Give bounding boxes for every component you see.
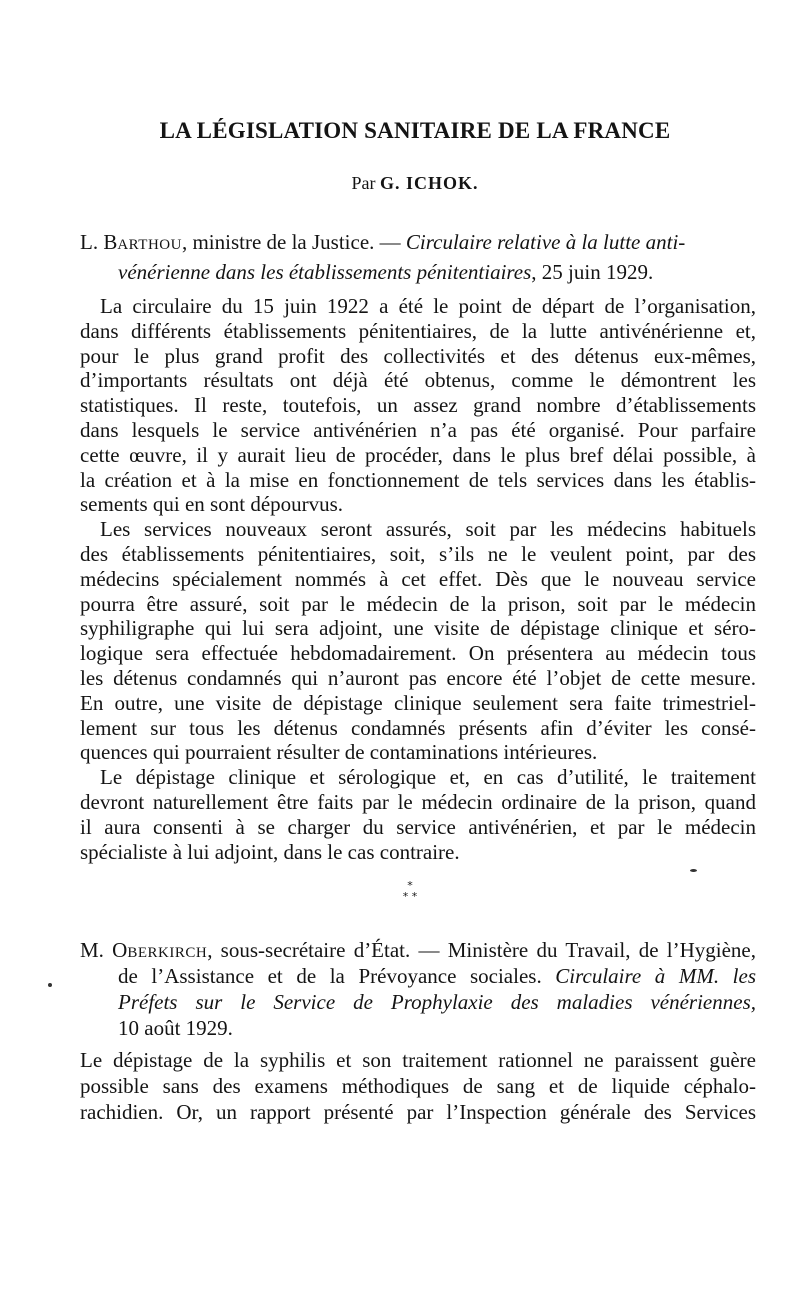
body-line: lement sur tous les détenus condamnés présents afin d’éviter les consé- bbox=[80, 715, 756, 740]
body-line: logique sera effectuée hebdomadairement. On présentera au médecin tous bbox=[80, 641, 756, 666]
separator-star-top: * bbox=[407, 879, 413, 892]
section-separator bbox=[0, 880, 800, 902]
section2-initial: M. O bbox=[80, 938, 128, 962]
body-line: dans lesquels le service antivénérien n’a pas été organisé. Pour parfaire bbox=[80, 418, 756, 442]
body-line: possible sans des examens méthodiques de sang et de liquide céphalo- bbox=[80, 1074, 756, 1098]
body-line: En outre, une visite de dépistage clinique seulement sera faite trimestriel- bbox=[80, 690, 756, 715]
section2-date: 10 août 1929. bbox=[118, 1016, 233, 1040]
body-line: dans différents établissements pénitentiaires, de la lutte antivénérienne et, bbox=[80, 318, 756, 343]
section1-name: ARTHOU bbox=[117, 237, 182, 253]
body-line: il aura consenti à se charger du service antivénérien, et par le médecin bbox=[80, 814, 756, 839]
body-line: syphiligraphe qui lui sera adjoint, une visite de dépistage clinique et séro- bbox=[80, 616, 756, 641]
body-line: quences qui pourraient résulter de contaminations intérieures. bbox=[80, 740, 598, 765]
section1-initial: L. B bbox=[80, 230, 118, 254]
body-line: médecins spécialement nommés à cet effet. Dès que le nouveau service bbox=[80, 566, 756, 591]
body-line: la création et à la mise en fonctionnement de tels services dans les établis- bbox=[80, 467, 756, 492]
scan-speck bbox=[48, 983, 52, 987]
body-line: devront naturellement être faits par le médecin ordinaire de la prison, quand bbox=[80, 790, 756, 814]
section1-date: , 25 juin 1929. bbox=[531, 260, 654, 284]
body-line: Le dépistage clinique et sérologique et, en cas d’utilité, le traitement bbox=[100, 765, 756, 790]
body-line: La circulaire du 15 juin 1922 a été le point de départ de l’organisation, bbox=[100, 294, 756, 318]
section1-heading: , ministre de la Justice. — bbox=[181, 230, 406, 254]
page-title: LA LÉGISLATION SANITAIRE DE LA FRANCE bbox=[159, 118, 671, 143]
separator-star-bottom: * * bbox=[402, 890, 418, 903]
section2-heading-line2 bbox=[118, 963, 756, 989]
section2-heading-line1 bbox=[80, 937, 756, 966]
section2-heading-b: de l’Assistance et de la Prévoyance sociales. bbox=[118, 964, 556, 988]
body-line: rachidien. Or, un rapport présenté par l’Inspection générale des Services bbox=[80, 1100, 756, 1124]
section2-circular-a: Circulaire à MM. les bbox=[555, 964, 756, 988]
author-by: Par bbox=[351, 173, 376, 193]
body-line: les détenus condamnés qui n’auront pas encore été l’objet de cette mesure. bbox=[80, 666, 756, 690]
body-line: Le dépistage de la syphilis et son traitement rationnel ne paraissent guère bbox=[80, 1048, 756, 1072]
section2-heading-a: , sous-secrétaire d’État. — Ministère du Travail, de l’Hygiène, bbox=[207, 938, 756, 962]
body-line: Les services nouveaux seront assurés, soit par les médecins habituels bbox=[100, 517, 756, 542]
author-name: G. ICHOK. bbox=[379, 173, 479, 193]
body-line: pour le plus grand profit des collectivités et des détenus eux-mêmes, bbox=[80, 343, 756, 368]
body-line: pourra être assuré, soit par le médecin de la prison, soit par le médecin bbox=[80, 591, 756, 616]
body-line: statistiques. Il reste, toutefois, un assez grand nombre d’établissements bbox=[80, 393, 756, 418]
body-line: des établissements pénitentiaires, soit, s’ils ne le veulent point, par des bbox=[80, 542, 756, 566]
body-line: spécialiste à lui adjoint, dans le cas contraire. bbox=[80, 839, 460, 864]
author-line bbox=[0, 173, 800, 194]
scan-speck bbox=[690, 869, 697, 872]
body-line: d’importants résultats ont déjà été obtenus, comme le démontrent les bbox=[80, 368, 756, 393]
section2-heading-line3: Préfets sur le Service de Prophylaxie des maladies vénériennes, bbox=[118, 990, 756, 1014]
section1-circular-title-b: vénérienne dans les établissements pénitentiaires bbox=[118, 260, 532, 284]
section1-heading-line2 bbox=[118, 259, 653, 285]
section2-name: BERKIRCH bbox=[127, 945, 208, 961]
section1-circular-title-a: Circulaire relative à la lutte anti- bbox=[405, 230, 686, 254]
body-line: sements qui en sont dépourvus. bbox=[80, 492, 344, 517]
section1-heading-line1 bbox=[80, 229, 756, 258]
body-line: cette œuvre, il y aurait lieu de procéder, dans le plus bref délai possible, à bbox=[80, 442, 756, 467]
